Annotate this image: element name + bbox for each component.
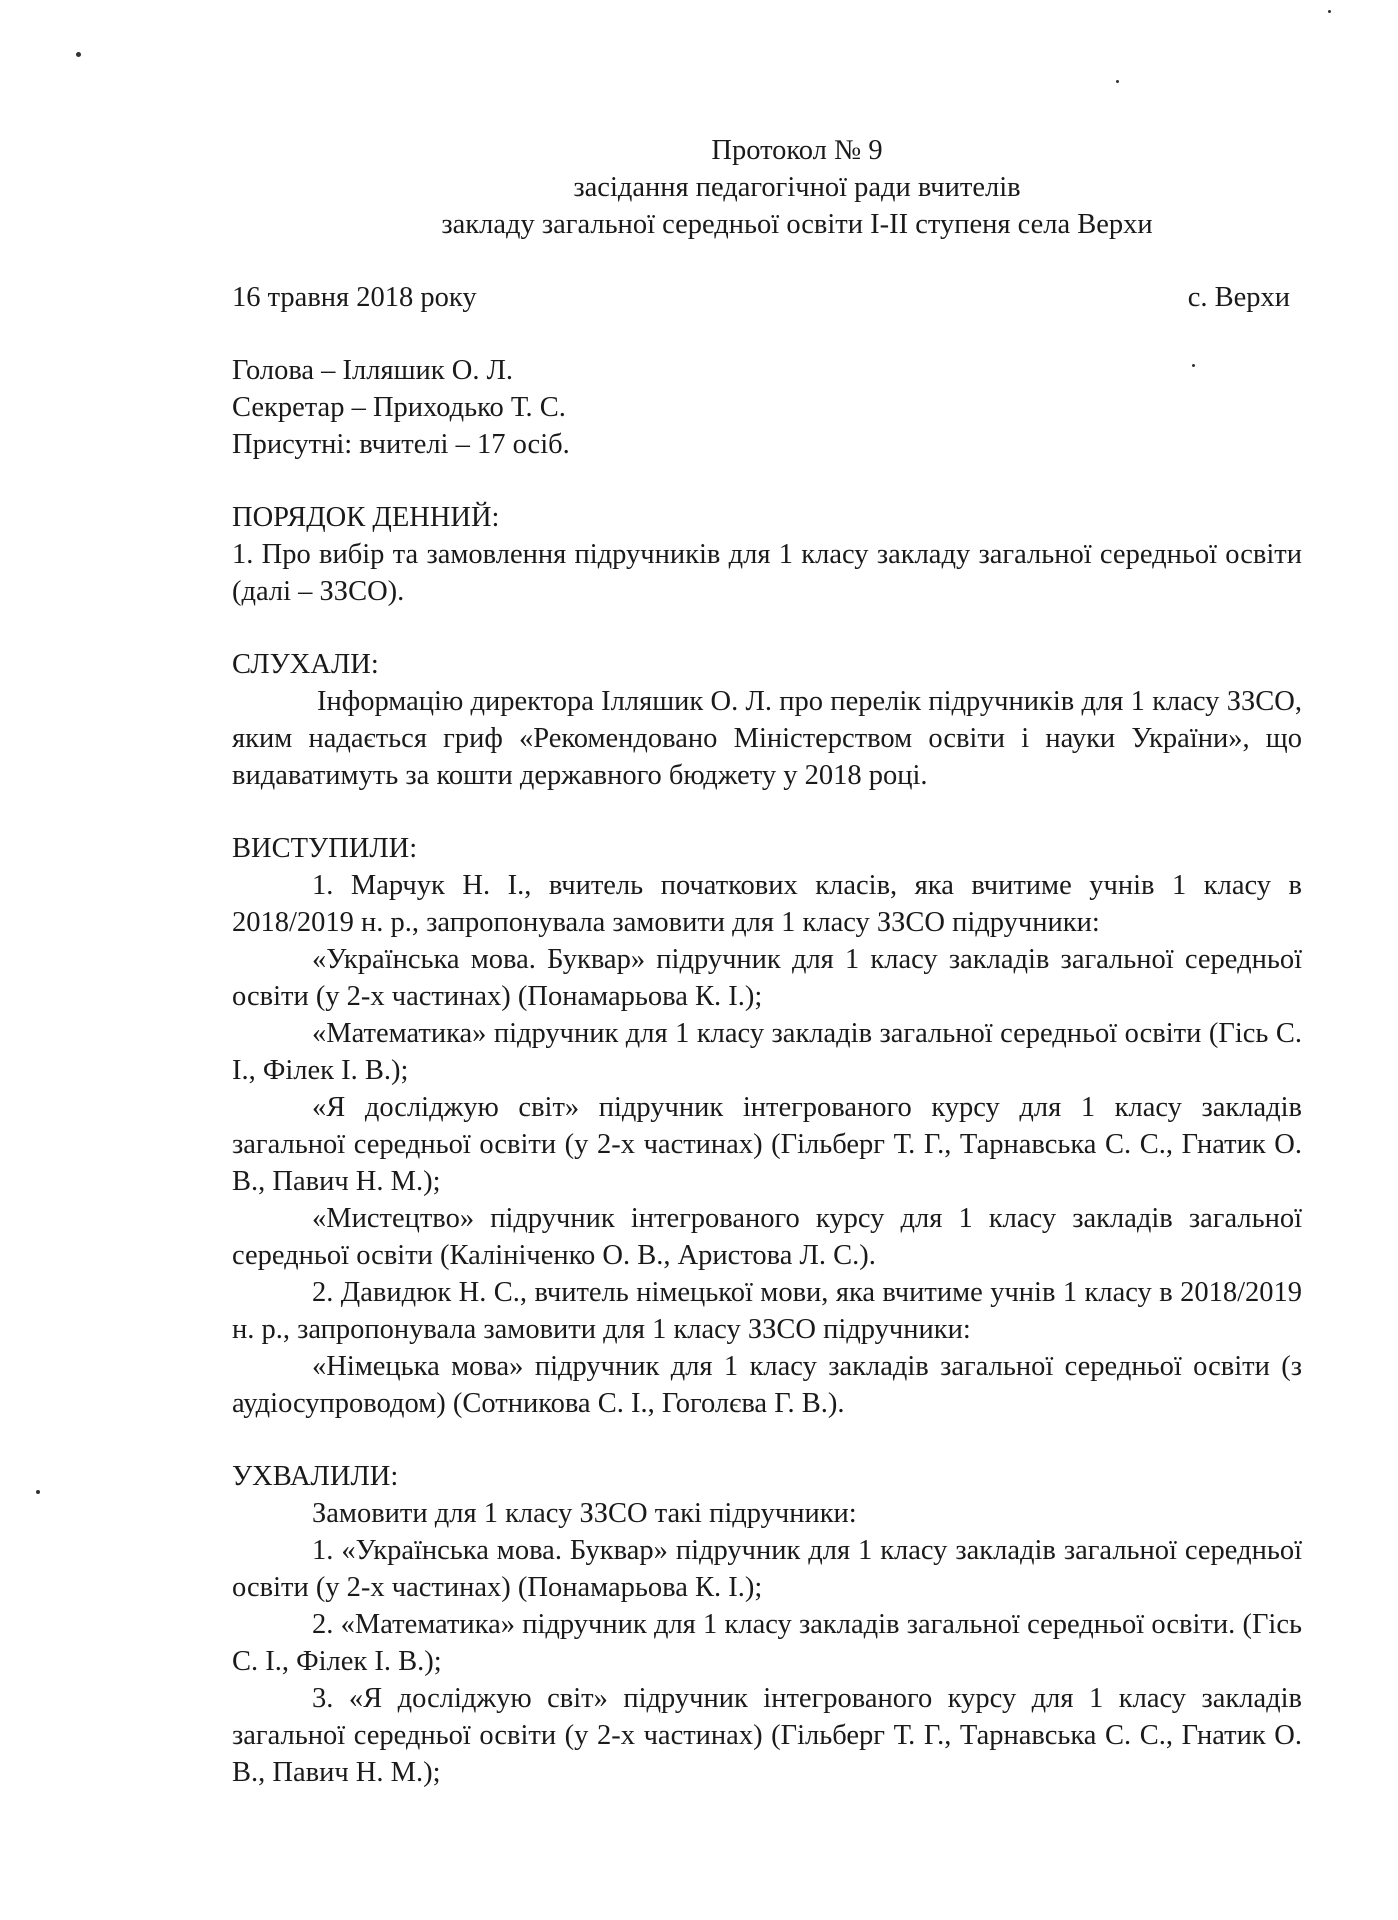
document-body	[232, 132, 1302, 1791]
document-header	[292, 132, 1302, 243]
heard-text: Інформацію директора Ілляшик О. Л. про перелік підручників для 1 класу ЗЗСО, яким надається гриф «Рекомендовано Міністерством освіти і науки України», що видаватимуть за кошти державного бюджету у 2018 році.	[232, 686, 1302, 791]
spoke-paragraph: 1. Марчук Н. І., вчитель початкових класів, яка вчитиме учнів 1 класу в 2018/2019 н. р., запропонувала замовити для 1 класу ЗЗСО підручники:	[232, 870, 1302, 938]
scan-speck	[36, 1490, 40, 1494]
chair-line: Голова – Ілляшик О. Л.	[232, 355, 514, 386]
date-place-row	[232, 279, 1302, 316]
resolved-heading: УХВАЛИЛИ:	[232, 1461, 399, 1492]
header-line-3: закладу загальної середньої освіти І-ІІ ступеня села Верхи	[441, 209, 1153, 240]
resolved-item: 2. «Математика» підручник для 1 класу закладів загальної середньої освіти. (Гісь С. І., Філек І. В.);	[232, 1609, 1302, 1677]
header-line-2: засідання педагогічної ради вчителів	[573, 172, 1021, 203]
resolved-section	[232, 1458, 1302, 1791]
spoke-paragraph: «Мистецтво» підручник інтегрованого курсу для 1 класу закладів загальної середньої освіти (Калініченко О. В., Аристова Л. С.).	[232, 1203, 1302, 1271]
meeting-date: 16 травня 2018 року	[232, 282, 477, 313]
agenda-item-1: 1. Про вибір та замовлення підручників для 1 класу закладу загальної середньої освіти (далі – ЗЗСО).	[232, 539, 1302, 607]
protocol-title: Протокол № 9	[711, 135, 883, 166]
spoke-paragraph: «Математика» підручник для 1 класу закладів загальної середньої освіти (Гісь С. І., Філек І. В.);	[232, 1018, 1302, 1086]
spoke-paragraph: «Німецька мова» підручник для 1 класу закладів загальної середньої освіти (з аудіосупроводом) (Сотникова С. І., Гоголєва Г. В.).	[232, 1351, 1302, 1419]
scan-speck	[76, 52, 81, 57]
scan-speck	[1328, 10, 1331, 13]
spoke-paragraph: «Українська мова. Буквар» підручник для 1 класу закладів загальної середньої освіти (у 2-х частинах) (Понамарьова К. І.);	[232, 944, 1302, 1012]
spoke-section	[232, 830, 1302, 1422]
scan-speck	[1116, 80, 1119, 83]
resolved-item: 1. «Українська мова. Буквар» підручник для 1 класу закладів загальної середньої освіти (у 2-х частинах) (Понамарьова К. І.);	[232, 1535, 1302, 1603]
heard-section	[232, 646, 1302, 794]
heard-heading: СЛУХАЛИ:	[232, 649, 379, 680]
attendees	[232, 352, 1302, 463]
resolved-intro: Замовити для 1 класу ЗЗСО такі підручники:	[312, 1498, 857, 1529]
secretary-line: Секретар – Приходько Т. С.	[232, 392, 566, 423]
meeting-place: с. Верхи	[1187, 282, 1290, 313]
agenda-section	[232, 499, 1302, 610]
agenda-heading: ПОРЯДОК ДЕННИЙ:	[232, 502, 500, 533]
present-line: Присутні: вчителі – 17 осіб.	[232, 429, 570, 460]
resolved-item: 3. «Я досліджую світ» підручник інтегрованого курсу для 1 класу закладів загальної середньої освіти (у 2-х частинах) (Гільберг Т. Г., Тарнавська С. С., Гнатик О. В., Павич Н. М.);	[232, 1683, 1302, 1788]
spoke-heading: ВИСТУПИЛИ:	[232, 833, 418, 864]
spoke-paragraph: 2. Давидюк Н. С., вчитель німецької мови, яка вчитиме учнів 1 класу в 2018/2019 н. р., запропонувала замовити для 1 класу ЗЗСО підручники:	[232, 1277, 1302, 1345]
spoke-paragraph: «Я досліджую світ» підручник інтегрованого курсу для 1 класу закладів загальної середньої освіти (у 2-х частинах) (Гільберг Т. Г., Тарнавська С. С., Гнатик О. В., Павич Н. М.);	[232, 1092, 1302, 1197]
